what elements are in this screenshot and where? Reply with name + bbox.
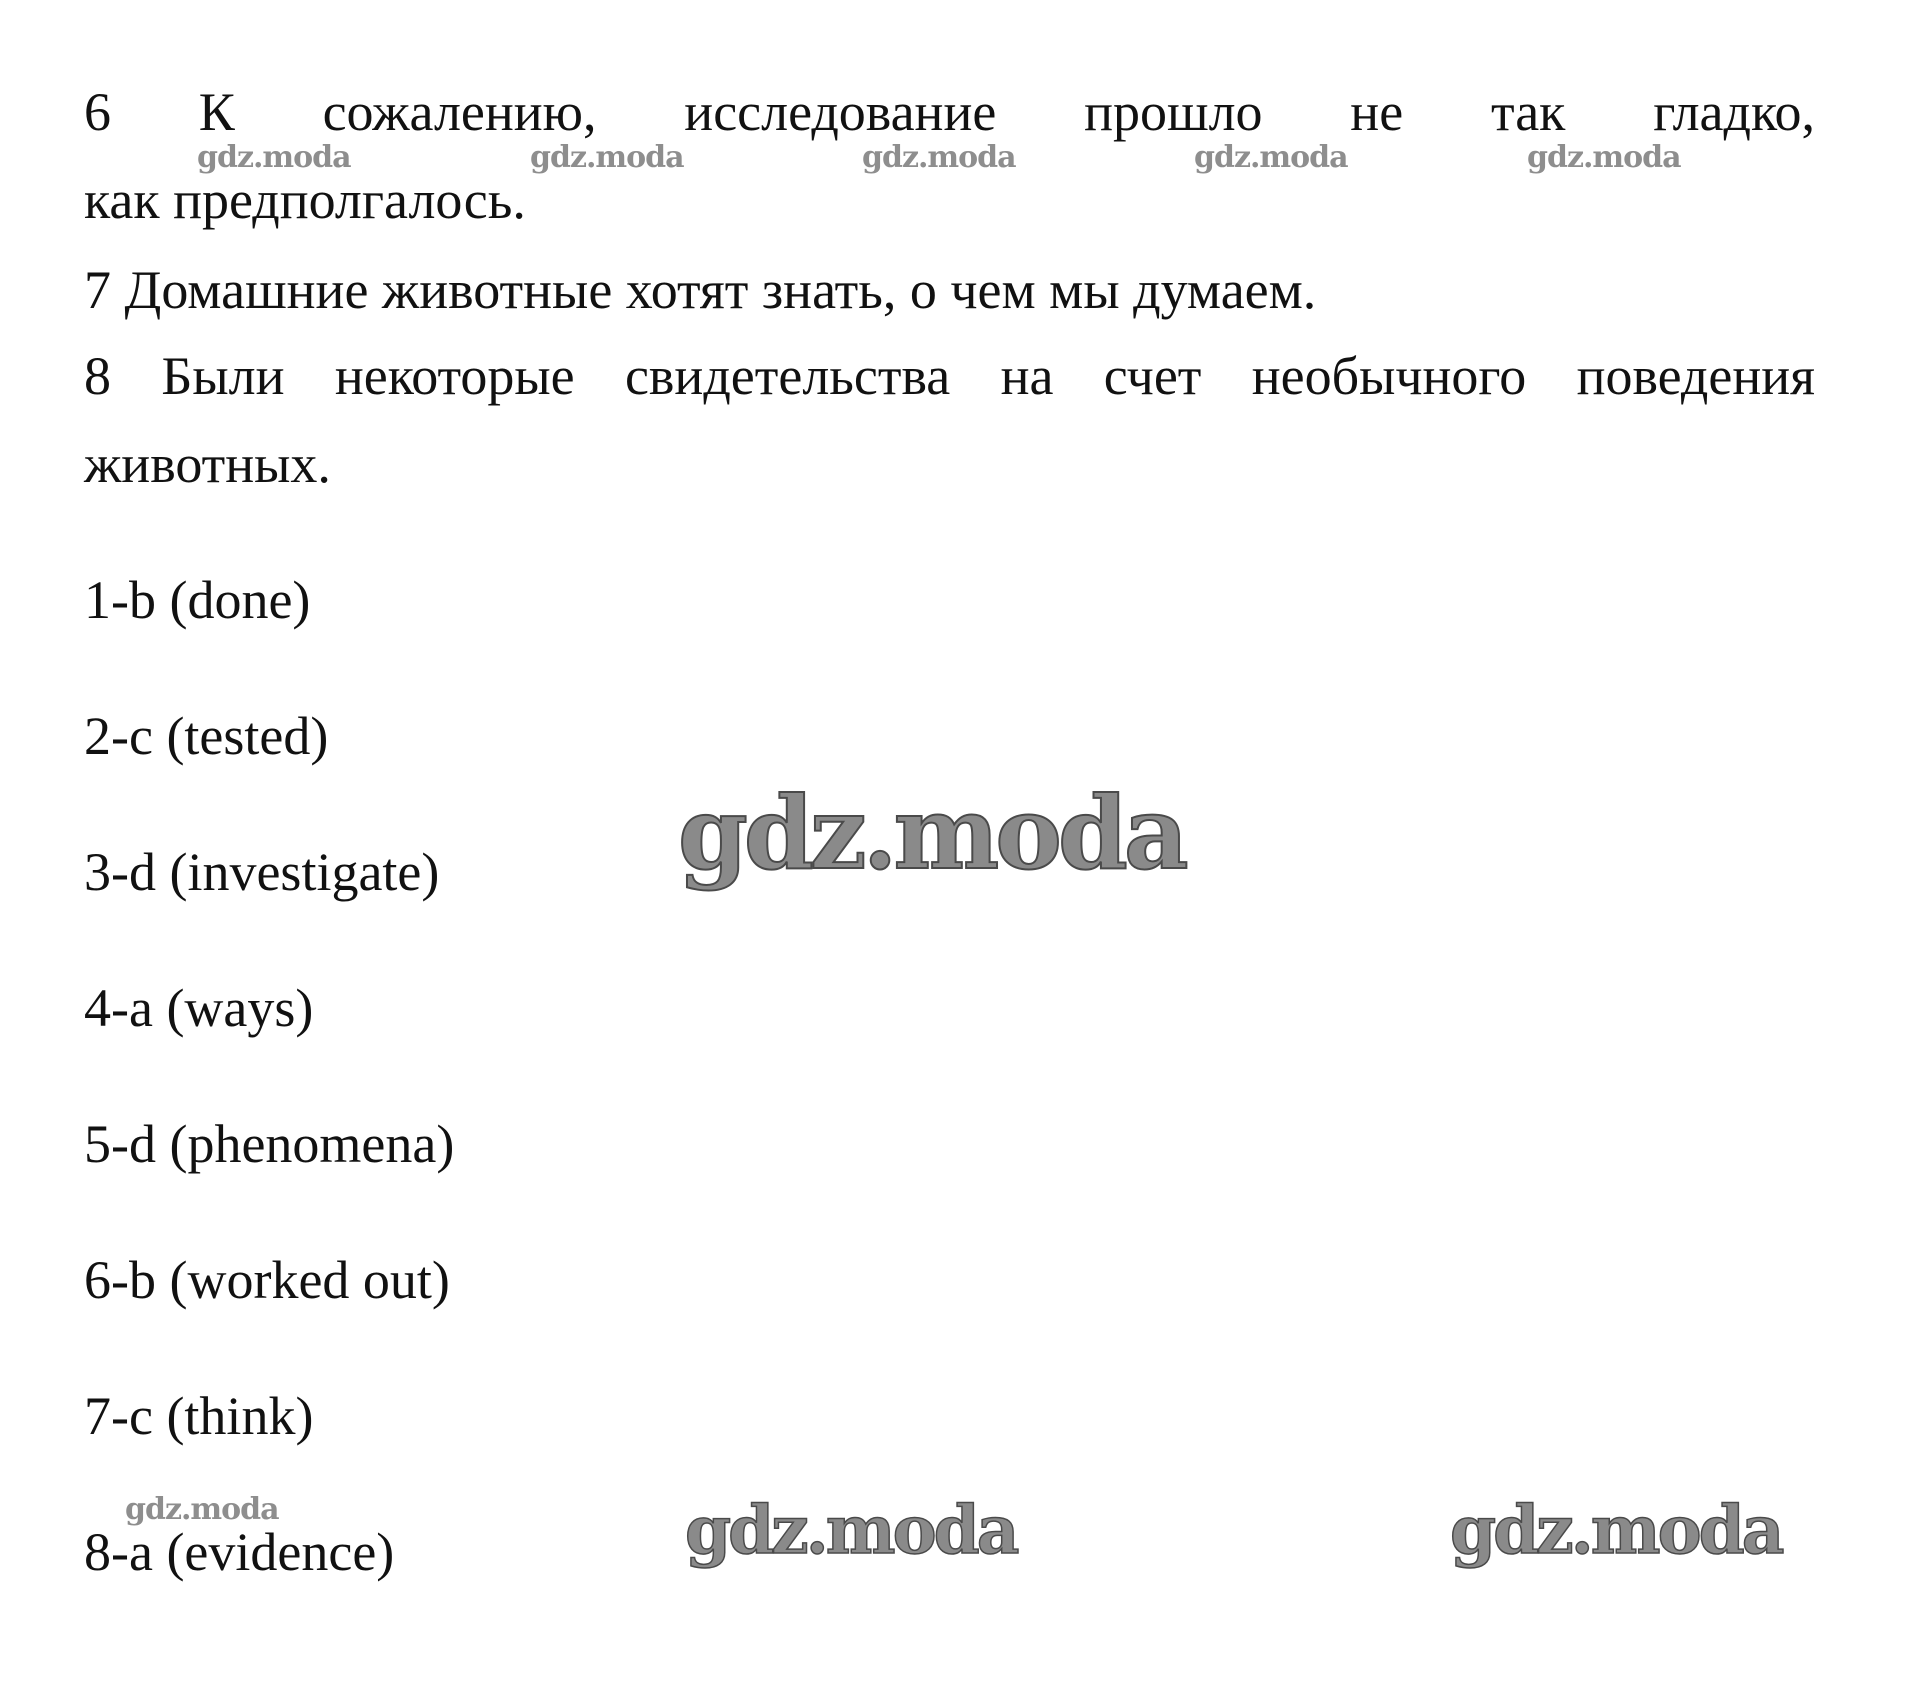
- answer-1: 1-b (done): [84, 570, 311, 630]
- answer-8: 8-a (evidence): [84, 1522, 395, 1582]
- answer-4: 4-a (ways): [84, 978, 314, 1038]
- answer-6: 6-b (worked out): [84, 1250, 450, 1310]
- watermark-small-2: gdz.moda: [530, 140, 684, 175]
- watermark-small-4: gdz.moda: [1194, 140, 1348, 175]
- sentence-8-line-1: 8 Были некоторые свидетельства на счет необычного поведения: [84, 346, 1815, 406]
- watermark-small-6: gdz.moda: [125, 1492, 279, 1527]
- sentence-6-line-2: как предполгалось.: [84, 170, 526, 230]
- sentence-6-line-1: 6 К сожалению, исследование прошло не так гладко,: [84, 82, 1815, 142]
- watermark-small-3: gdz.moda: [862, 140, 1016, 175]
- watermark-small-5: gdz.moda: [1527, 140, 1681, 175]
- watermark-medium-1: gdz.moda: [685, 1491, 1017, 1569]
- watermark-large: gdz.moda: [678, 774, 1185, 892]
- answer-3: 3-d (investigate): [84, 842, 440, 902]
- watermark-small-1: gdz.moda: [197, 140, 351, 175]
- answer-5: 5-d (phenomena): [84, 1114, 455, 1174]
- sentence-8-line-2: животных.: [84, 434, 331, 494]
- answer-7: 7-c (think): [84, 1386, 314, 1446]
- sentence-7: 7 Домашние животные хотят знать, о чем мы думаем.: [84, 260, 1317, 320]
- answer-2: 2-c (tested): [84, 706, 329, 766]
- watermark-medium-2: gdz.moda: [1450, 1491, 1782, 1569]
